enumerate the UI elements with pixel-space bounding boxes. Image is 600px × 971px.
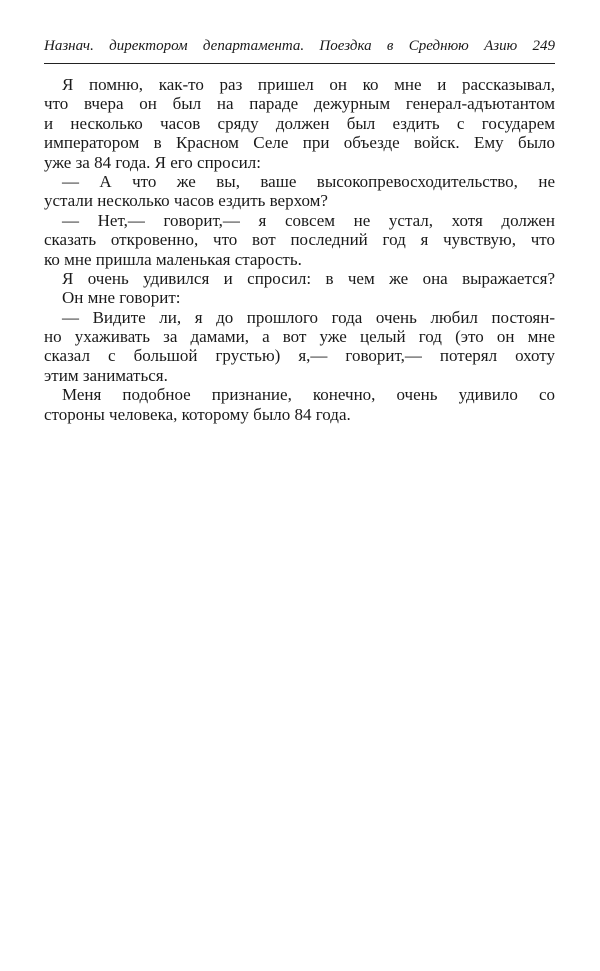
text-line: — Видите ли, я до прошлого года очень любил постоян- [62,307,555,327]
running-header: Назнач. директором департамента. Поездка в Среднюю Азию 249 [44,38,555,54]
page-body-text [44,75,555,424]
text-line: сказал с большой грустью) я,— говорит,— потерял охоту [44,346,555,366]
text-line: Он мне говорит: [62,288,181,308]
text-line: и несколько часов сряду должен был ездить с государем [44,113,555,133]
text-line: стороны человека, которому было 84 года. [44,404,351,424]
text-line: но ухаживать за дамами, а вот уже целый год (это он мне [44,327,555,347]
text-line: Меня подобное признание, конечно, очень удивило со [62,385,555,405]
text-line: Я помню, как-то раз пришел он ко мне и рассказывал, [62,75,555,94]
text-line: что вчера он был на параде дежурным генерал-адъютантом [44,94,555,114]
text-line: ко мне пришла маленькая старость. [44,249,302,269]
text-line: Я очень удивился и спросил: в чем же она выражается? [62,268,555,288]
text-line: этим заниматься. [44,365,168,385]
text-line: уже за 84 года. Я его спросил: [44,152,261,172]
text-line: сказать откровенно, что вот последний год я чувствую, что [44,230,555,250]
text-line: императором в Красном Селе при объезде войск. Ему было [44,133,555,153]
header-rule [44,63,555,64]
text-line: — Нет,— говорит,— я совсем не устал, хотя должен [62,210,555,230]
text-line: устали несколько часов ездить верхом? [44,191,328,211]
text-line: — А что же вы, ваше высокопревосходительство, не [62,171,555,191]
